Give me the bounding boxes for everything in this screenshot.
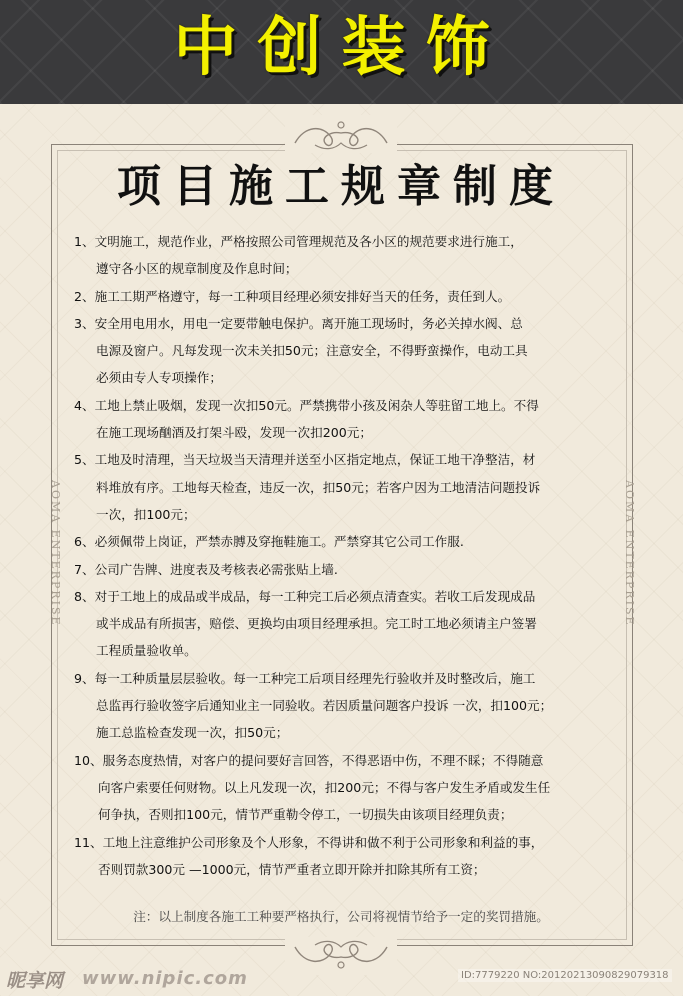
rule-line: 必须由专人专项操作； <box>96 370 222 386</box>
top-ornament-icon <box>285 115 397 153</box>
rule-line: 7、公司广告牌、进度表及考核表必需张贴上墙. <box>74 561 338 577</box>
rule-line: 施工总监检查发现一次，扣50元； <box>96 725 289 741</box>
rule-item <box>74 665 614 747</box>
rule-line: 或半成品有所损害，赔偿、更换均由项目经理承担。完工时工地必须请主户签署 <box>96 616 537 632</box>
rule-item <box>74 310 614 392</box>
watermark-logo: 昵享网 <box>6 970 64 992</box>
rule-line: 工程质量验收单。 <box>96 643 197 659</box>
rule-item <box>74 583 614 665</box>
rule-line: 9、每一工种质量层层验收。每一工种完工后项目经理先行验收并及时整改后，施工 <box>74 670 536 686</box>
rule-line: 2、施工工期严格遵守，每一工种项目经理必须安排好当天的任务，责任到人。 <box>74 288 511 304</box>
rule-line: 3、安全用电用水，用电一定要带触电保护。离开施工现场时，务必关掉水阀、总 <box>74 315 523 331</box>
rule-item <box>74 556 614 583</box>
rule-line: 6、必须佩带上岗证，严禁赤膊及穿拖鞋施工。严禁穿其它公司工作服. <box>74 534 464 550</box>
side-label-left: AOMA ENTERPRISE <box>49 480 62 627</box>
rule-item <box>74 283 614 310</box>
rule-line: 8、对于工地上的成品或半成品，每一工种完工后必须点清查实。若收工后发现成品 <box>74 588 536 604</box>
document-title: 项目施工规章制度 <box>117 161 565 212</box>
watermark-id: ID:7779220 NO:20120213090829079318 <box>458 969 672 982</box>
rule-line: 一次，扣100元； <box>96 506 196 522</box>
side-label-right: AOMA ENTERPRISE <box>623 480 636 627</box>
rule-line: 电源及窗户。凡每发现一次未关扣50元；注意安全，不得野蛮操作，电动工具 <box>96 343 528 359</box>
rule-item <box>74 228 614 283</box>
rule-line: 4、工地上禁止吸烟，发现一次扣50元。严禁携带小孩及闲杂人等驻留工地上。不得 <box>74 397 539 413</box>
rule-line: 总监再行验收签字后通知业主一同验收。若因质量问题客户投诉 一次，扣100元； <box>96 698 553 714</box>
rule-item <box>74 829 614 884</box>
rule-line: 料堆放有序。工地每天检查，违反一次，扣50元；若客户因为工地清洁问题投诉 <box>96 479 541 495</box>
rule-item <box>74 392 614 447</box>
rule-line: 遵守各小区的规章制度及作息时间； <box>96 261 298 277</box>
rule-line: 11、工地上注意维护公司形象及个人形象，不得讲和做不利于公司形象和利益的事， <box>74 834 544 850</box>
rule-line: 10、服务态度热情，对客户的提问要好言回答，不得恶语中伤，不理不睬；不得随意 <box>74 752 544 768</box>
footer-note: 注：以上制度各施工工种要严格执行，公司将视情节给予一定的奖罚措施。 <box>133 909 549 924</box>
rule-line: 向客户索要任何财物。以上凡发现一次，扣200元；不得与客户发生矛盾或发生任 <box>98 779 551 795</box>
rule-line: 1、文明施工，规范作业，严格按照公司管理规范及各小区的规范要求进行施工， <box>74 234 523 249</box>
rule-line: 在施工现场酗酒及打架斗殴，发现一次扣200元； <box>96 425 372 441</box>
header-banner <box>0 0 683 104</box>
rule-line: 何争执，否则扣100元，情节严重勒令停工，一切损失由该项目经理负责； <box>98 807 513 823</box>
watermark-url: www.nipic.com <box>82 968 248 989</box>
rule-line: 否则罚款300元 —1000元，情节严重者立即开除并扣除其所有工资； <box>98 861 486 877</box>
rules-list <box>74 228 614 883</box>
rule-line: 5、工地及时清理，当天垃圾当天清理并送至小区指定地点，保证工地干净整洁，材 <box>74 452 536 468</box>
rule-item <box>74 446 614 528</box>
rule-item <box>74 528 614 555</box>
rule-item <box>74 747 614 829</box>
brand-title: 中创装饰 <box>173 11 510 85</box>
